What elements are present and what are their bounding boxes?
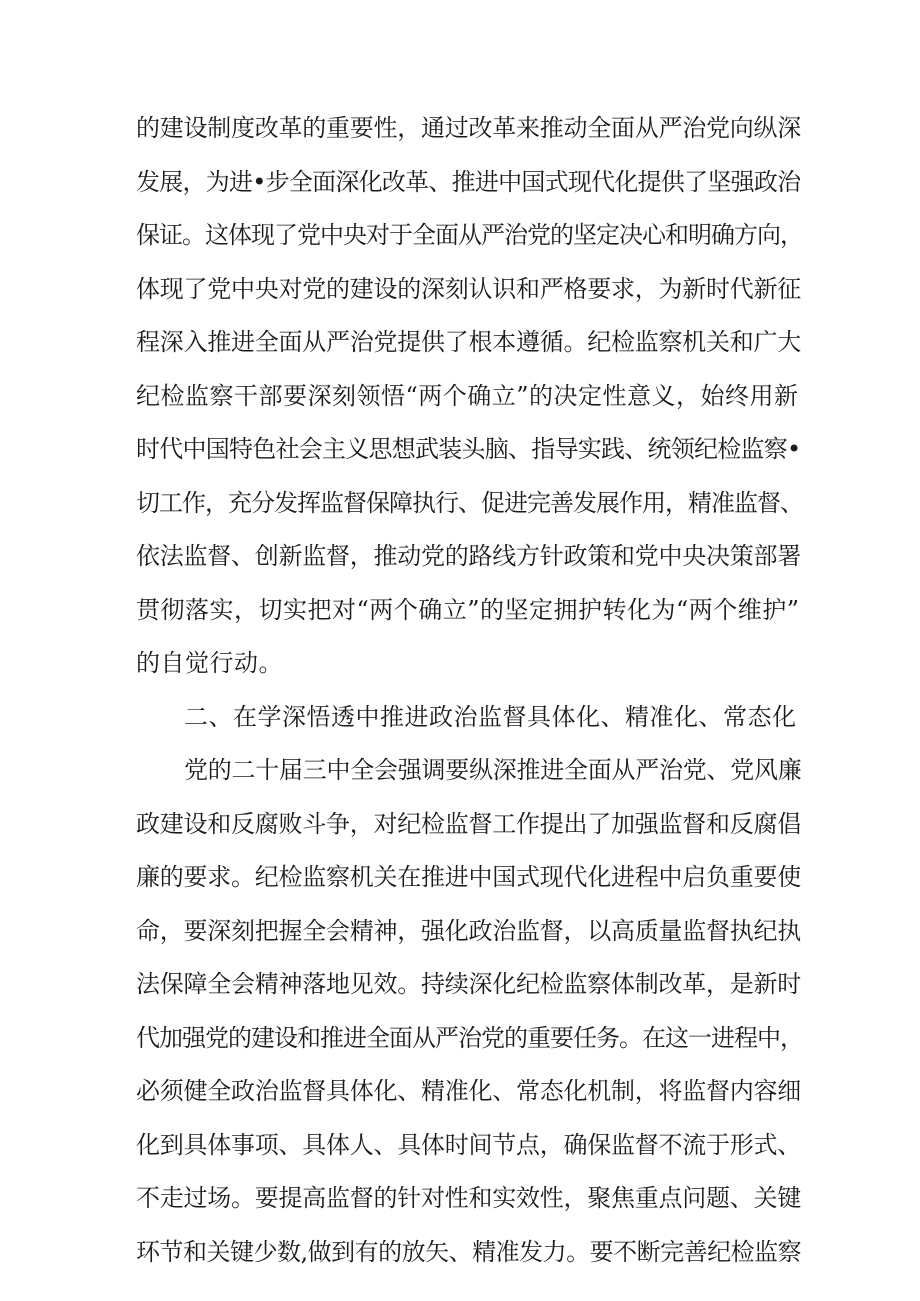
text-line: 法保障全会精神落地见效。持续深化纪检监察体制改革，是新时	[136, 970, 801, 998]
text-line: 程深入推进全面从严治党提供了根本遵循。纪检监察机关和广大	[136, 328, 801, 356]
section-heading: 二、在学深悟透中推进政治监督具体化、精准化、常态化	[184, 703, 797, 731]
text-line: 贯彻落实，切实把对“两个确立”的坚定拥护转化为“两个维护”	[136, 596, 800, 624]
text-line: 政建设和反腐败斗争，对纪检监督工作提出了加强监督和反腐倡	[136, 810, 801, 838]
text-line: 代加强党的建设和推进全面从严治党的重要任务。在这一进程中，	[136, 1024, 803, 1052]
text-line: 环节和关键少数,做到有的放矢、精准发力。要不断完善纪检监察	[136, 1238, 802, 1266]
text-line: 廉的要求。纪检监察机关在推进中国式现代化进程中启负重要使	[136, 863, 801, 891]
text-line: 的建设制度改革的重要性，通过改革来推动全面从严治党向纵深	[136, 114, 801, 142]
text-line: 保证。这体现了党中央对于全面从严治党的坚定决心和明确方向，	[136, 221, 803, 249]
text-line: 发展，为进•步全面深化改革、推进中国式现代化提供了坚强政治	[136, 168, 801, 196]
text-line: 切工作，充分发挥监督保障执行、促进完善发展作用，精准监督、	[136, 489, 803, 517]
text-line: 依法监督、创新监督，推动党的路线方针政策和党中央决策部署	[136, 542, 801, 570]
text-line: 不走过场。要提高监督的针对性和实效性，聚焦重点问题、关键	[136, 1184, 801, 1212]
text-line: 时代中国特色社会主义思想武装头脑、指导实践、统领纪检监察•	[136, 435, 801, 463]
text-line: 纪检监察干部要深刻领悟“两个确立”的决定性意义，始终用新	[136, 382, 799, 410]
text-line: 体现了党中央对党的建设的深刻认识和严格要求，为新时代新征	[136, 275, 801, 303]
text-line: 必须健全政治监督具体化、精准化、常态化机制，将监督内容细	[136, 1077, 801, 1105]
text-line: 命，要深刻把握全会精神，强化政治监督，以高质量监督执纪执	[136, 917, 801, 945]
text-line: 党的二十届三中全会强调要纵深推进全面从严治党、党风廉	[184, 756, 802, 784]
text-line: 化到具体事项、具体人、具体时间节点，确保监督不流于形式、	[136, 1131, 801, 1159]
text-line: 的自觉行动。	[136, 649, 283, 677]
